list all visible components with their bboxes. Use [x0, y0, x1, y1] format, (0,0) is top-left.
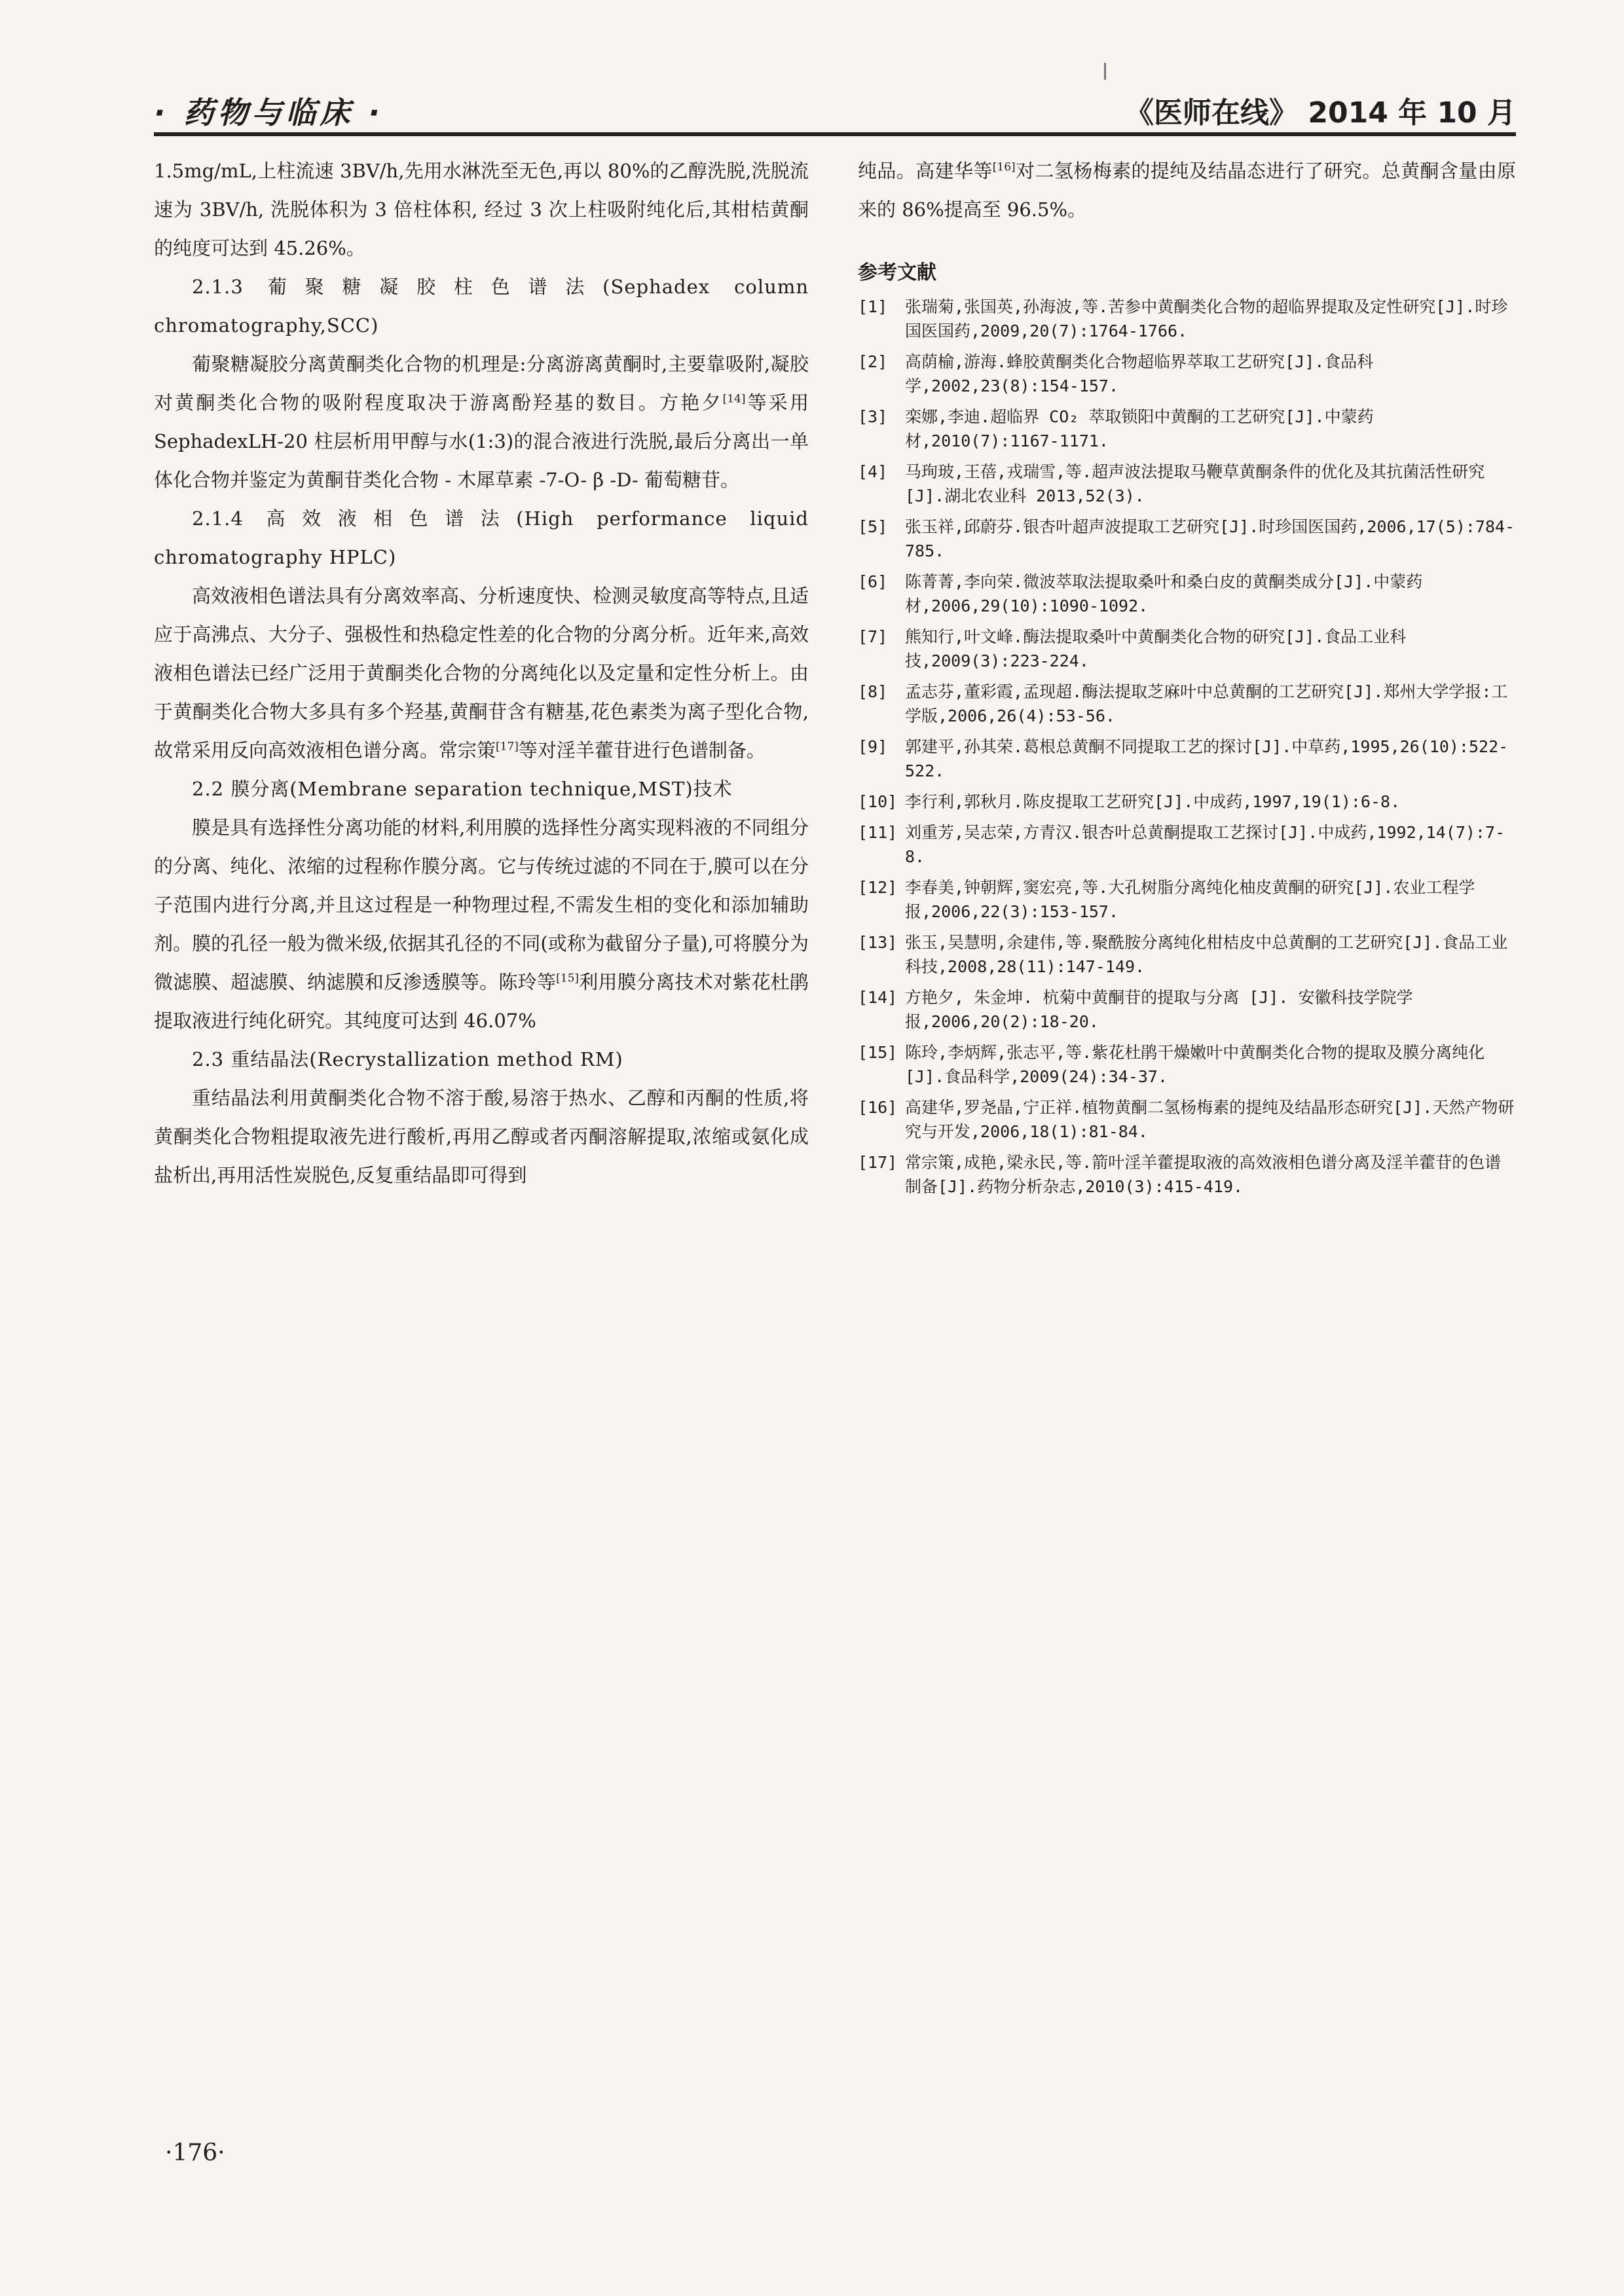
reference-item [858, 515, 1516, 563]
reference-item [858, 930, 1516, 979]
reference-item [858, 1040, 1516, 1089]
paragraph: 膜是具有选择性分离功能的材料,利用膜的选择性分离实现料液的不同组分的分离、纯化、浓缩的过程称作膜分离。它与传统过滤的不同在于,膜可以在分子范围内进行分离,并且这过程是一种物理过程,不需发生相的变化和添加辅助剂。膜的孔径一般为微米级,依据其孔径的不同(或称为截留分子量),可将膜分为微滤膜、超滤膜、纳滤膜和反渗透膜等。陈玲等[15]利用膜分离技术对紫花杜鹃提取液进行纯化研究。其纯度可达到 46.07% [154, 816, 809, 1032]
reference-text: 方艳夕, 朱金坤. 杭菊中黄酮苷的提取与分离 [J]. 安徽科技学院学报,2006,20(2):18-20. [905, 988, 1413, 1031]
reference-number: [4] [858, 462, 888, 481]
left-column [154, 152, 809, 1195]
reference-number: [8] [858, 682, 888, 701]
section-heading-2-1-4: 2.1.4 高效液相色谱法(High performance liquid chromatography HPLC) [154, 507, 809, 568]
reference-list [858, 295, 1516, 1199]
citation: [15] [556, 972, 580, 985]
reference-text: 马珣玻,王蓓,戎瑞雪,等.超声波法提取马鞭草黄酮条件的优化及其抗菌活性研究[J].湖北农业科 2013,52(3). [905, 462, 1485, 505]
paragraph: 葡聚糖凝胶分离黄酮类化合物的机理是:分离游离黄酮时,主要靠吸附,凝胶对黄酮类化合物的吸附程度取决于游离酚羟基的数目。方艳夕[14]等采用 SephadexLH-20 柱层析用甲醇与水(1:3)的混合液进行洗脱,最后分离出一单体化合物并鉴定为黄酮苷类化合物 - 木犀草素 -7-O- β -D- 葡萄糖苷。 [154, 353, 809, 491]
citation: [16] [992, 160, 1016, 174]
page-header [154, 72, 1516, 137]
reference-item [858, 820, 1516, 869]
reference-number: [13] [858, 933, 898, 952]
reference-number: [11] [858, 823, 898, 842]
reference-number: [10] [858, 792, 898, 811]
journal-issue: 《医师在线》 2014 年 10 月 [1125, 96, 1516, 130]
reference-number: [17] [858, 1153, 898, 1172]
citation: [17] [496, 740, 519, 754]
reference-item [858, 985, 1516, 1034]
reference-text: 常宗策,成艳,梁永民,等.箭叶淫羊藿提取液的高效液相色谱分离及淫羊藿苷的色谱制备[J].药物分析杂志,2010(3):415-419. [905, 1153, 1502, 1196]
reference-text: 陈菁菁,李向荣.微波萃取法提取桑叶和桑白皮的黄酮类成分[J].中蒙药材,2006,29(10):1090-1092. [905, 572, 1423, 615]
reference-item [858, 295, 1516, 343]
reference-item [858, 625, 1516, 673]
reference-item [858, 1150, 1516, 1199]
references-heading: 参考文献 [858, 261, 936, 284]
page-number: ·176· [165, 2140, 225, 2166]
reference-number: [2] [858, 352, 888, 371]
reference-text: 高建华,罗尧晶,宁正祥.植物黄酮二氢杨梅素的提纯及结晶形态研究[J].天然产物研究与开发,2006,18(1):81-84. [905, 1098, 1515, 1141]
reference-item [858, 790, 1516, 814]
reference-item [858, 350, 1516, 398]
reference-text: 郭建平,孙其荣.葛根总黄酮不同提取工艺的探讨[J].中草药,1995,26(10):522-522. [905, 737, 1509, 780]
right-column [858, 152, 1516, 1205]
reference-item [858, 460, 1516, 508]
reference-number: [6] [858, 572, 888, 591]
section-heading-2-3: 2.3 重结晶法(Recrystallization method RM) [192, 1048, 623, 1070]
citation: [14] [722, 392, 746, 406]
reference-text: 陈玲,李炳辉,张志平,等.紫花杜鹃干燥嫩叶中黄酮类化合物的提取及膜分离纯化[J].食品科学,2009(24):34-37. [905, 1043, 1485, 1086]
reference-number: [1] [858, 297, 888, 316]
reference-text: 张瑞菊,张国英,孙海波,等.苦参中黄酮类化合物的超临界提取及定性研究[J].时珍国医国药,2009,20(7):1764-1766. [905, 297, 1508, 340]
reference-text: 李行利,郭秋月.陈皮提取工艺研究[J].中成药,1997,19(1):6-8. [905, 792, 1401, 811]
reference-text: 高荫榆,游海.蜂胶黄酮类化合物超临界萃取工艺研究[J].食品科学,2002,23(8):154-157. [905, 352, 1374, 395]
reference-text: 李春美,钟朝辉,窦宏亮,等.大孔树脂分离纯化柚皮黄酮的研究[J].农业工程学报,2006,22(3):153-157. [905, 878, 1475, 921]
reference-number: [14] [858, 988, 898, 1007]
reference-number: [7] [858, 627, 888, 646]
reference-number: [9] [858, 737, 888, 756]
reference-number: [3] [858, 407, 888, 426]
paragraph: 高效液相色谱法具有分离效率高、分析速度快、检测灵敏度高等特点,且适应于高沸点、大分子、强极性和热稳定性差的化合物的分离分析。近年来,高效液相色谱法已经广泛用于黄酮类化合物的分离纯化以及定量和定性分析上。由于黄酮类化合物大多具有多个羟基,黄酮苷含有糖基,花色素类为离子型化合物,故常采用反向高效液相色谱分离。常宗策[17]等对淫羊藿苷进行色谱制备。 [154, 585, 809, 761]
paragraph: 纯品。高建华等[16]对二氢杨梅素的提纯及结晶态进行了研究。总黄酮含量由原来的 86%提高至 96.5%。 [858, 160, 1516, 221]
section-title: · 药物与临床 · [154, 95, 384, 130]
paragraph: 重结晶法利用黄酮类化合物不溶于酸,易溶于热水、乙醇和丙酮的性质,将黄酮类化合物粗提取液先进行酸析,再用乙醇或者丙酮溶解提取,浓缩或氨化成盐析出,再用活性炭脱色,反复重结晶即可得到 [154, 1087, 809, 1186]
reference-text: 刘重芳,吴志荣,方青汉.银杏叶总黄酮提取工艺探讨[J].中成药,1992,14(7):7-8. [905, 823, 1505, 866]
reference-text: 孟志芬,董彩霞,孟现超.酶法提取芝麻叶中总黄酮的工艺研究[J].郑州大学学报:工学版,2006,26(4):53-56. [905, 682, 1508, 725]
section-heading-2-2: 2.2 膜分离(Membrane separation technique,MST)技术 [192, 778, 733, 800]
reference-item [858, 680, 1516, 728]
reference-number: [12] [858, 878, 898, 897]
reference-number: [5] [858, 517, 888, 536]
header-rule [154, 132, 1516, 136]
section-heading-2-1-3: 2.1.3 葡聚糖凝胶柱色谱法(Sephadex column chromatography,SCC) [154, 276, 809, 337]
reference-text: 熊知行,叶文峰.酶法提取桑叶中黄酮类化合物的研究[J].食品工业科技,2009(3):223-224. [905, 627, 1407, 670]
reference-number: [16] [858, 1098, 898, 1117]
reference-text: 栾娜,李迪.超临界 CO₂ 萃取锁阳中黄酮的工艺研究[J].中蒙药材,2010(7):1167-1171. [905, 407, 1374, 450]
reference-item [858, 875, 1516, 924]
reference-item [858, 570, 1516, 618]
reference-item [858, 405, 1516, 453]
paragraph: 1.5mg/mL,上柱流速 3BV/h,先用水淋洗至无色,再以 80%的乙醇洗脱,洗脱流速为 3BV/h, 洗脱体积为 3 倍柱体积, 经过 3 次上柱吸附纯化后,其柑桔黄酮的纯度可达到 45.26%。 [154, 160, 809, 259]
reference-text: 张玉祥,邱蔚芬.银杏叶超声波提取工艺研究[J].时珍国医国药,2006,17(5):784-785. [905, 517, 1515, 560]
reference-item [858, 735, 1516, 783]
reference-item [858, 1095, 1516, 1144]
reference-text: 张玉,吴慧明,余建伟,等.聚酰胺分离纯化柑桔皮中总黄酮的工艺研究[J].食品工业科技,2008,28(11):147-149. [905, 933, 1508, 976]
reference-number: [15] [858, 1043, 898, 1062]
